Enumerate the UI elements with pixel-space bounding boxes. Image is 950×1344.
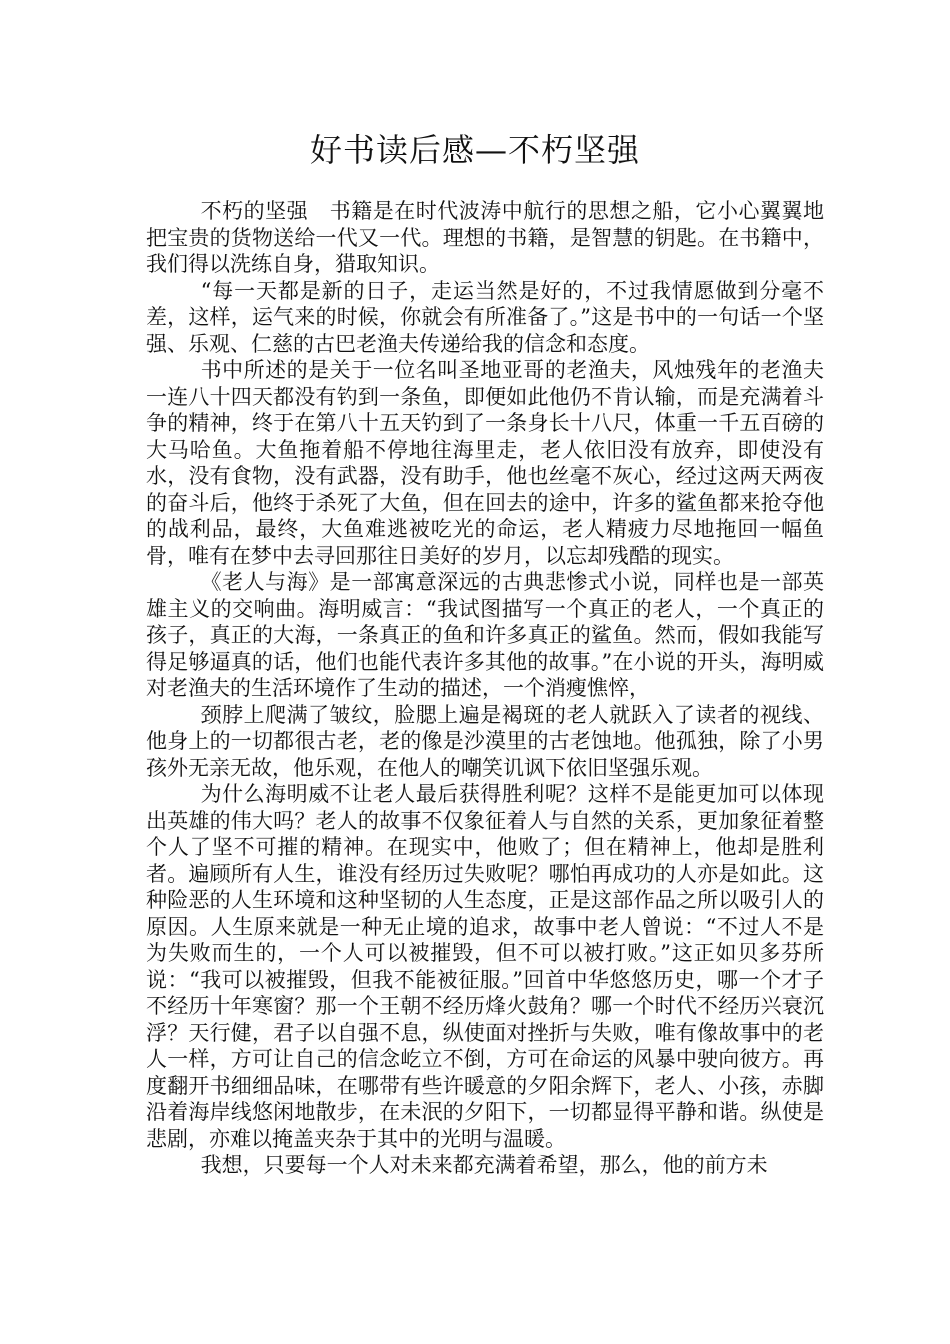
paragraph-6: 为什么海明威不让老人最后获得胜利呢？这样不是能更加可以体现出英雄的伟大吗？老人的故事不仅象征着人与自然的关系，更加象征着整个人了坚不可摧的精神。在现实中，他败了；但在精神上，他却是胜利者。遍顾所有人生，谁没有经历过失败呢？哪怕再成功的人亦是如此。这种险恶的人生环境和这种坚韧的人生态度，正是这部作品之所以吸引人的原因。人生原来就是一种无止境的追求，故事中老人曾说：“不过人不是为失败而生的，一个人可以被摧毁，但不可以被打败。”这正如贝多芬所说：“我可以被摧毁，但我不能被征服。”回首中华悠悠历史，哪一个才子不经历十年寒窗？那一个王朝不经历烽火鼓角？哪一个时代不经历兴衰沉浮？天行健，君子以自强不息，纵使面对挫折与失败，唯有像故事中的老人一样，方可让自己的信念屹立不倒，方可在命运的风暴中驶向彼方。再度翻开书细细品味，在哪带有些许暖意的夕阳余辉下，老人、小孩，赤脚沿着海岸线悠闲地散步，在未泯的夕阳下，一切都显得平静和谐。纵使是悲剧，亦难以掩盖夹杂于其中的光明与温暖。	[146, 782, 824, 1151]
paragraph-1: 不朽的坚强 书籍是在时代波涛中航行的思想之船，它小心翼翼地把宝贵的货物送给一代又一代。理想的书籍，是智慧的钥匙。在书籍中，我们得以洗练自身，猎取知识。	[146, 199, 824, 276]
paragraph-3: 书中所述的是关于一位名叫圣地亚哥的老渔夫，风烛残年的老渔夫一连八十四天都没有钓到一条鱼，即便如此他仍不肯认输，而是充满着斗争的精神，终于在第八十五天钓到了一条身长十八尺，体重一千五百磅的大马哈鱼。大鱼拖着船不停地往海里走，老人依旧没有放弃，即使没有水，没有食物，没有武器，没有助手，他也丝毫不灰心，经过这两天两夜的奋斗后，他终于杀死了大鱼，但在回去的途中，许多的鲨鱼都来抢夺他的战利品，最终，大鱼难逃被吃光的命运，老人精疲力尽地拖回一幅鱼骨，唯有在梦中去寻回那往日美好的岁月，以忘却残酷的现实。	[146, 358, 824, 568]
paragraph-2: “每一天都是新的日子，走运当然是好的，不过我情愿做到分毫不差，这样，运气来的时候，你就会有所准备了。”这是书中的一句话一个坚强、乐观、仁慈的古巴老渔夫传递给我的信念和态度。	[146, 278, 824, 356]
paragraph-7: 我想，只要每一个人对未来都充满着希望，那么，他的前方未	[200, 1153, 768, 1177]
document-title: 好书读后感—不朽坚强	[309, 131, 640, 169]
paragraph-5: 颈脖上爬满了皱纹，脸腮上遍是褐斑的老人就跃入了读者的视线、他身上的一切都很古老，老的像是沙漠里的古老蚀地。他孤独，除了小男孩外无亲无故，他乐观，在他人的嘲笑讥讽下依旧坚强乐观。	[146, 702, 824, 780]
document-body	[146, 198, 824, 1179]
paragraph-4: 《老人与海》是一部寓意深远的古典悲惨式小说，同样也是一部英雄主义的交响曲。海明威言：“我试图描写一个真正的老人，一个真正的孩子，真正的大海，一条真正的鱼和许多真正的鲨鱼。然而，假如我能写得足够逼真的话，他们也能代表许多其他的故事。”在小说的开头，海明威对老渔夫的生活环境作了生动的描述，一个消瘦憔悴，	[146, 570, 824, 700]
